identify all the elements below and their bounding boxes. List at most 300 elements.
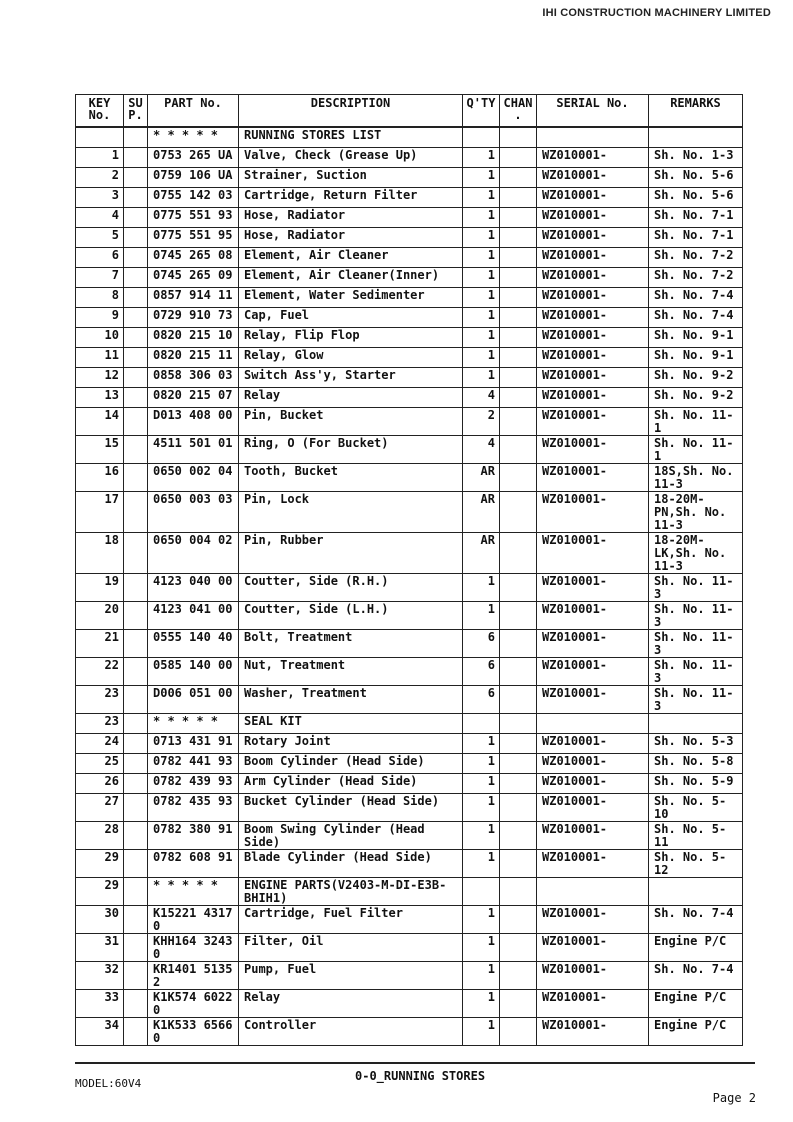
sup-cell [124, 288, 148, 308]
table-row [76, 127, 743, 148]
remarks-cell: Sh. No. 7-4 [649, 962, 743, 990]
description-cell: Pin, Bucket [239, 408, 463, 436]
chan-cell [500, 630, 537, 658]
description-cell: Cartridge, Return Filter [239, 188, 463, 208]
description-cell: Strainer, Suction [239, 168, 463, 188]
table-row [76, 533, 743, 574]
table-row [76, 464, 743, 492]
serial-no-cell [537, 127, 649, 148]
sup-cell [124, 906, 148, 934]
remarks-cell: Sh. No. 9-1 [649, 348, 743, 368]
description-cell: Hose, Radiator [239, 228, 463, 248]
table-row [76, 1018, 743, 1046]
part-no-cell: 0857 914 11 [148, 288, 239, 308]
column-header-remarks: REMARKS [649, 95, 743, 128]
serial-no-cell: WZ010001- [537, 990, 649, 1018]
serial-no-cell: WZ010001- [537, 492, 649, 533]
table-row [76, 794, 743, 822]
table-row [76, 188, 743, 208]
remarks-cell: Sh. No. 11-1 [649, 408, 743, 436]
remarks-cell: Sh. No. 9-1 [649, 328, 743, 348]
key-no-cell: 19 [76, 574, 124, 602]
description-cell: Coutter, Side (L.H.) [239, 602, 463, 630]
description-cell: Bolt, Treatment [239, 630, 463, 658]
key-no-cell: 9 [76, 308, 124, 328]
qty-cell: 1 [463, 188, 500, 208]
table-row [76, 348, 743, 368]
table-row [76, 850, 743, 878]
qty-cell: 1 [463, 574, 500, 602]
key-no-cell: 32 [76, 962, 124, 990]
key-no-cell: 13 [76, 388, 124, 408]
key-no-cell: 24 [76, 734, 124, 754]
table-header-row [76, 95, 743, 128]
description-cell: ENGINE PARTS(V2403-M-DI-E3B-BHIH1) [239, 878, 463, 906]
sup-cell [124, 754, 148, 774]
remarks-cell: Sh. No. 5-10 [649, 794, 743, 822]
serial-no-cell: WZ010001- [537, 408, 649, 436]
table-row [76, 774, 743, 794]
description-cell: Coutter, Side (R.H.) [239, 574, 463, 602]
chan-cell [500, 658, 537, 686]
key-no-cell: 8 [76, 288, 124, 308]
part-no-cell: 0753 265 UA [148, 148, 239, 168]
serial-no-cell: WZ010001- [537, 464, 649, 492]
qty-cell: 6 [463, 630, 500, 658]
part-no-cell: 0755 142 03 [148, 188, 239, 208]
description-cell: Rotary Joint [239, 734, 463, 754]
chan-cell [500, 168, 537, 188]
description-cell: Valve, Check (Grease Up) [239, 148, 463, 168]
part-no-cell: 4123 040 00 [148, 574, 239, 602]
qty-cell: 1 [463, 228, 500, 248]
key-no-cell: 17 [76, 492, 124, 533]
column-header-key-no: KEY No. [76, 95, 124, 128]
table-row [76, 208, 743, 228]
column-header-sup: SU P. [124, 95, 148, 128]
remarks-cell: Sh. No. 11-3 [649, 686, 743, 714]
key-no-cell: 15 [76, 436, 124, 464]
part-no-cell: 0782 608 91 [148, 850, 239, 878]
part-no-cell: * * * * * [148, 714, 239, 734]
description-cell: Switch Ass'y, Starter [239, 368, 463, 388]
qty-cell: 1 [463, 268, 500, 288]
description-cell: Nut, Treatment [239, 658, 463, 686]
serial-no-cell: WZ010001- [537, 268, 649, 288]
parts-table [75, 94, 743, 1046]
qty-cell: 4 [463, 436, 500, 464]
table-row [76, 248, 743, 268]
sup-cell [124, 208, 148, 228]
serial-no-cell: WZ010001- [537, 148, 649, 168]
sup-cell [124, 714, 148, 734]
part-no-cell: 0782 441 93 [148, 754, 239, 774]
sup-cell [124, 328, 148, 348]
table-row [76, 268, 743, 288]
qty-cell: 1 [463, 934, 500, 962]
chan-cell [500, 734, 537, 754]
part-no-cell: KR1401 5135 2 [148, 962, 239, 990]
chan-cell [500, 388, 537, 408]
table-row [76, 934, 743, 962]
remarks-cell: Engine P/C [649, 934, 743, 962]
part-no-cell: 0820 215 11 [148, 348, 239, 368]
part-no-cell: K15221 4317 0 [148, 906, 239, 934]
chan-cell [500, 754, 537, 774]
table-row [76, 148, 743, 168]
qty-cell: 1 [463, 308, 500, 328]
remarks-cell: Sh. No. 5-9 [649, 774, 743, 794]
part-no-cell: 0782 439 93 [148, 774, 239, 794]
sup-cell [124, 348, 148, 368]
sup-cell [124, 148, 148, 168]
table-row [76, 168, 743, 188]
qty-cell: AR [463, 492, 500, 533]
table-row [76, 658, 743, 686]
serial-no-cell: WZ010001- [537, 168, 649, 188]
sup-cell [124, 188, 148, 208]
table-row [76, 714, 743, 734]
description-cell: Pump, Fuel [239, 962, 463, 990]
description-cell: Cartridge, Fuel Filter [239, 906, 463, 934]
sup-cell [124, 734, 148, 754]
serial-no-cell: WZ010001- [537, 850, 649, 878]
chan-cell [500, 850, 537, 878]
description-cell: SEAL KIT [239, 714, 463, 734]
chan-cell [500, 348, 537, 368]
table-row [76, 288, 743, 308]
chan-cell [500, 248, 537, 268]
remarks-cell: Sh. No. 7-1 [649, 228, 743, 248]
key-no-cell: 29 [76, 878, 124, 906]
qty-cell: 1 [463, 734, 500, 754]
sup-cell [124, 228, 148, 248]
chan-cell [500, 464, 537, 492]
qty-cell: 1 [463, 822, 500, 850]
sup-cell [124, 408, 148, 436]
serial-no-cell: WZ010001- [537, 630, 649, 658]
remarks-cell: Engine P/C [649, 1018, 743, 1046]
description-cell: Relay, Glow [239, 348, 463, 368]
qty-cell: 1 [463, 754, 500, 774]
chan-cell [500, 714, 537, 734]
sup-cell [124, 436, 148, 464]
qty-cell: 6 [463, 658, 500, 686]
qty-cell [463, 878, 500, 906]
table-row [76, 602, 743, 630]
part-no-cell: * * * * * [148, 127, 239, 148]
description-cell: Element, Water Sedimenter [239, 288, 463, 308]
qty-cell: 1 [463, 774, 500, 794]
remarks-cell [649, 714, 743, 734]
description-cell: Ring, O (For Bucket) [239, 436, 463, 464]
serial-no-cell: WZ010001- [537, 574, 649, 602]
qty-cell [463, 714, 500, 734]
remarks-cell: Sh. No. 7-1 [649, 208, 743, 228]
qty-cell: 1 [463, 168, 500, 188]
serial-no-cell: WZ010001- [537, 1018, 649, 1046]
part-no-cell: D013 408 00 [148, 408, 239, 436]
qty-cell: AR [463, 464, 500, 492]
part-no-cell: 0782 435 93 [148, 794, 239, 822]
qty-cell: AR [463, 533, 500, 574]
part-no-cell: 0650 002 04 [148, 464, 239, 492]
qty-cell [463, 127, 500, 148]
table-row [76, 228, 743, 248]
sup-cell [124, 686, 148, 714]
part-no-cell: 0745 265 09 [148, 268, 239, 288]
chan-cell [500, 148, 537, 168]
remarks-cell [649, 127, 743, 148]
sup-cell [124, 602, 148, 630]
table-row [76, 906, 743, 934]
sup-cell [124, 268, 148, 288]
part-no-cell: 0858 306 03 [148, 368, 239, 388]
key-no-cell: 28 [76, 822, 124, 850]
remarks-cell: Sh. No. 11-3 [649, 630, 743, 658]
table-row [76, 822, 743, 850]
description-cell: Element, Air Cleaner(Inner) [239, 268, 463, 288]
key-no-cell [76, 127, 124, 148]
qty-cell: 6 [463, 686, 500, 714]
key-no-cell: 10 [76, 328, 124, 348]
footer-divider [75, 1062, 755, 1064]
remarks-cell: Sh. No. 11-3 [649, 658, 743, 686]
key-no-cell: 14 [76, 408, 124, 436]
description-cell: Boom Swing Cylinder (Head Side) [239, 822, 463, 850]
company-header: IHI CONSTRUCTION MACHINERY LIMITED [542, 7, 771, 19]
part-no-cell: 0775 551 95 [148, 228, 239, 248]
chan-cell [500, 408, 537, 436]
sup-cell [124, 464, 148, 492]
remarks-cell: Sh. No. 7-4 [649, 308, 743, 328]
remarks-cell: Sh. No. 11-3 [649, 574, 743, 602]
qty-cell: 1 [463, 1018, 500, 1046]
remarks-cell: Sh. No. 11-3 [649, 602, 743, 630]
serial-no-cell: WZ010001- [537, 794, 649, 822]
serial-no-cell: WZ010001- [537, 934, 649, 962]
chan-cell [500, 906, 537, 934]
qty-cell: 1 [463, 328, 500, 348]
sup-cell [124, 533, 148, 574]
part-no-cell: 0650 003 03 [148, 492, 239, 533]
chan-cell [500, 822, 537, 850]
sup-cell [124, 574, 148, 602]
parts-table-body [76, 127, 743, 1046]
table-row [76, 686, 743, 714]
part-no-cell: * * * * * [148, 878, 239, 906]
qty-cell: 1 [463, 348, 500, 368]
qty-cell: 1 [463, 148, 500, 168]
description-cell: Boom Cylinder (Head Side) [239, 754, 463, 774]
key-no-cell: 11 [76, 348, 124, 368]
chan-cell [500, 328, 537, 348]
description-cell: Controller [239, 1018, 463, 1046]
chan-cell [500, 436, 537, 464]
table-row [76, 408, 743, 436]
key-no-cell: 12 [76, 368, 124, 388]
description-cell: Relay, Flip Flop [239, 328, 463, 348]
chan-cell [500, 1018, 537, 1046]
description-cell: Relay [239, 990, 463, 1018]
key-no-cell: 16 [76, 464, 124, 492]
serial-no-cell: WZ010001- [537, 602, 649, 630]
description-cell: Arm Cylinder (Head Side) [239, 774, 463, 794]
chan-cell [500, 188, 537, 208]
table-row [76, 630, 743, 658]
qty-cell: 1 [463, 850, 500, 878]
remarks-cell: Engine P/C [649, 990, 743, 1018]
serial-no-cell: WZ010001- [537, 962, 649, 990]
key-no-cell: 2 [76, 168, 124, 188]
sup-cell [124, 308, 148, 328]
key-no-cell: 23 [76, 686, 124, 714]
table-row [76, 962, 743, 990]
part-no-cell: 4123 041 00 [148, 602, 239, 630]
serial-no-cell [537, 878, 649, 906]
serial-no-cell: WZ010001- [537, 906, 649, 934]
chan-cell [500, 794, 537, 822]
serial-no-cell: WZ010001- [537, 248, 649, 268]
description-cell: Pin, Rubber [239, 533, 463, 574]
description-cell: Pin, Lock [239, 492, 463, 533]
key-no-cell: 29 [76, 850, 124, 878]
description-cell: Filter, Oil [239, 934, 463, 962]
remarks-cell: Sh. No. 5-6 [649, 188, 743, 208]
serial-no-cell: WZ010001- [537, 754, 649, 774]
chan-cell [500, 934, 537, 962]
key-no-cell: 5 [76, 228, 124, 248]
chan-cell [500, 127, 537, 148]
key-no-cell: 20 [76, 602, 124, 630]
chan-cell [500, 268, 537, 288]
chan-cell [500, 774, 537, 794]
remarks-cell: 18S,Sh. No. 11-3 [649, 464, 743, 492]
key-no-cell: 4 [76, 208, 124, 228]
description-cell: Tooth, Bucket [239, 464, 463, 492]
sup-cell [124, 492, 148, 533]
key-no-cell: 3 [76, 188, 124, 208]
remarks-cell: 18-20M-LK,Sh. No. 11-3 [649, 533, 743, 574]
remarks-cell: Sh. No. 5-3 [649, 734, 743, 754]
key-no-cell: 27 [76, 794, 124, 822]
key-no-cell: 31 [76, 934, 124, 962]
part-no-cell: KHH164 3243 0 [148, 934, 239, 962]
serial-no-cell: WZ010001- [537, 734, 649, 754]
table-row [76, 574, 743, 602]
serial-no-cell: WZ010001- [537, 208, 649, 228]
chan-cell [500, 228, 537, 248]
sup-cell [124, 388, 148, 408]
part-no-cell: 0729 910 73 [148, 308, 239, 328]
chan-cell [500, 878, 537, 906]
key-no-cell: 34 [76, 1018, 124, 1046]
serial-no-cell [537, 714, 649, 734]
description-cell: Washer, Treatment [239, 686, 463, 714]
remarks-cell: Sh. No. 9-2 [649, 388, 743, 408]
sup-cell [124, 168, 148, 188]
remarks-cell: Sh. No. 5-6 [649, 168, 743, 188]
serial-no-cell: WZ010001- [537, 308, 649, 328]
key-no-cell: 30 [76, 906, 124, 934]
sup-cell [124, 658, 148, 686]
remarks-cell: Sh. No. 5-11 [649, 822, 743, 850]
table-row [76, 308, 743, 328]
remarks-cell: Sh. No. 7-4 [649, 288, 743, 308]
sup-cell [124, 962, 148, 990]
serial-no-cell: WZ010001- [537, 228, 649, 248]
sup-cell [124, 878, 148, 906]
sup-cell [124, 1018, 148, 1046]
chan-cell [500, 308, 537, 328]
part-no-cell: 0650 004 02 [148, 533, 239, 574]
description-cell: Relay [239, 388, 463, 408]
serial-no-cell: WZ010001- [537, 328, 649, 348]
description-cell: Cap, Fuel [239, 308, 463, 328]
qty-cell: 1 [463, 990, 500, 1018]
serial-no-cell: WZ010001- [537, 822, 649, 850]
table-row [76, 492, 743, 533]
chan-cell [500, 962, 537, 990]
chan-cell [500, 990, 537, 1018]
page-number: Page 2 [712, 1091, 756, 1105]
column-header-serial-no: SERIAL No. [537, 95, 649, 128]
description-cell: Bucket Cylinder (Head Side) [239, 794, 463, 822]
part-no-cell: 0782 380 91 [148, 822, 239, 850]
sup-cell [124, 368, 148, 388]
chan-cell [500, 686, 537, 714]
column-header-qty: Q'TY [463, 95, 500, 128]
table-row [76, 754, 743, 774]
serial-no-cell: WZ010001- [537, 188, 649, 208]
table-row [76, 878, 743, 906]
column-header-description: DESCRIPTION [239, 95, 463, 128]
chan-cell [500, 368, 537, 388]
key-no-cell: 25 [76, 754, 124, 774]
serial-no-cell: WZ010001- [537, 368, 649, 388]
qty-cell: 1 [463, 248, 500, 268]
serial-no-cell: WZ010001- [537, 288, 649, 308]
chan-cell [500, 492, 537, 533]
part-no-cell: 0555 140 40 [148, 630, 239, 658]
part-no-cell: K1K533 6566 0 [148, 1018, 239, 1046]
key-no-cell: 21 [76, 630, 124, 658]
sup-cell [124, 248, 148, 268]
qty-cell: 1 [463, 368, 500, 388]
key-no-cell: 33 [76, 990, 124, 1018]
key-no-cell: 7 [76, 268, 124, 288]
table-row [76, 436, 743, 464]
remarks-cell: Sh. No. 9-2 [649, 368, 743, 388]
key-no-cell: 22 [76, 658, 124, 686]
qty-cell: 2 [463, 408, 500, 436]
description-cell: Element, Air Cleaner [239, 248, 463, 268]
column-header-chan: CHAN . [500, 95, 537, 128]
table-row [76, 990, 743, 1018]
column-header-part-no: PART No. [148, 95, 239, 128]
table-row [76, 368, 743, 388]
sup-cell [124, 822, 148, 850]
serial-no-cell: WZ010001- [537, 774, 649, 794]
part-no-cell: 0820 215 10 [148, 328, 239, 348]
key-no-cell: 26 [76, 774, 124, 794]
qty-cell: 1 [463, 906, 500, 934]
part-no-cell: 0745 265 08 [148, 248, 239, 268]
sup-cell [124, 127, 148, 148]
qty-cell: 1 [463, 288, 500, 308]
description-cell: Hose, Radiator [239, 208, 463, 228]
qty-cell: 4 [463, 388, 500, 408]
